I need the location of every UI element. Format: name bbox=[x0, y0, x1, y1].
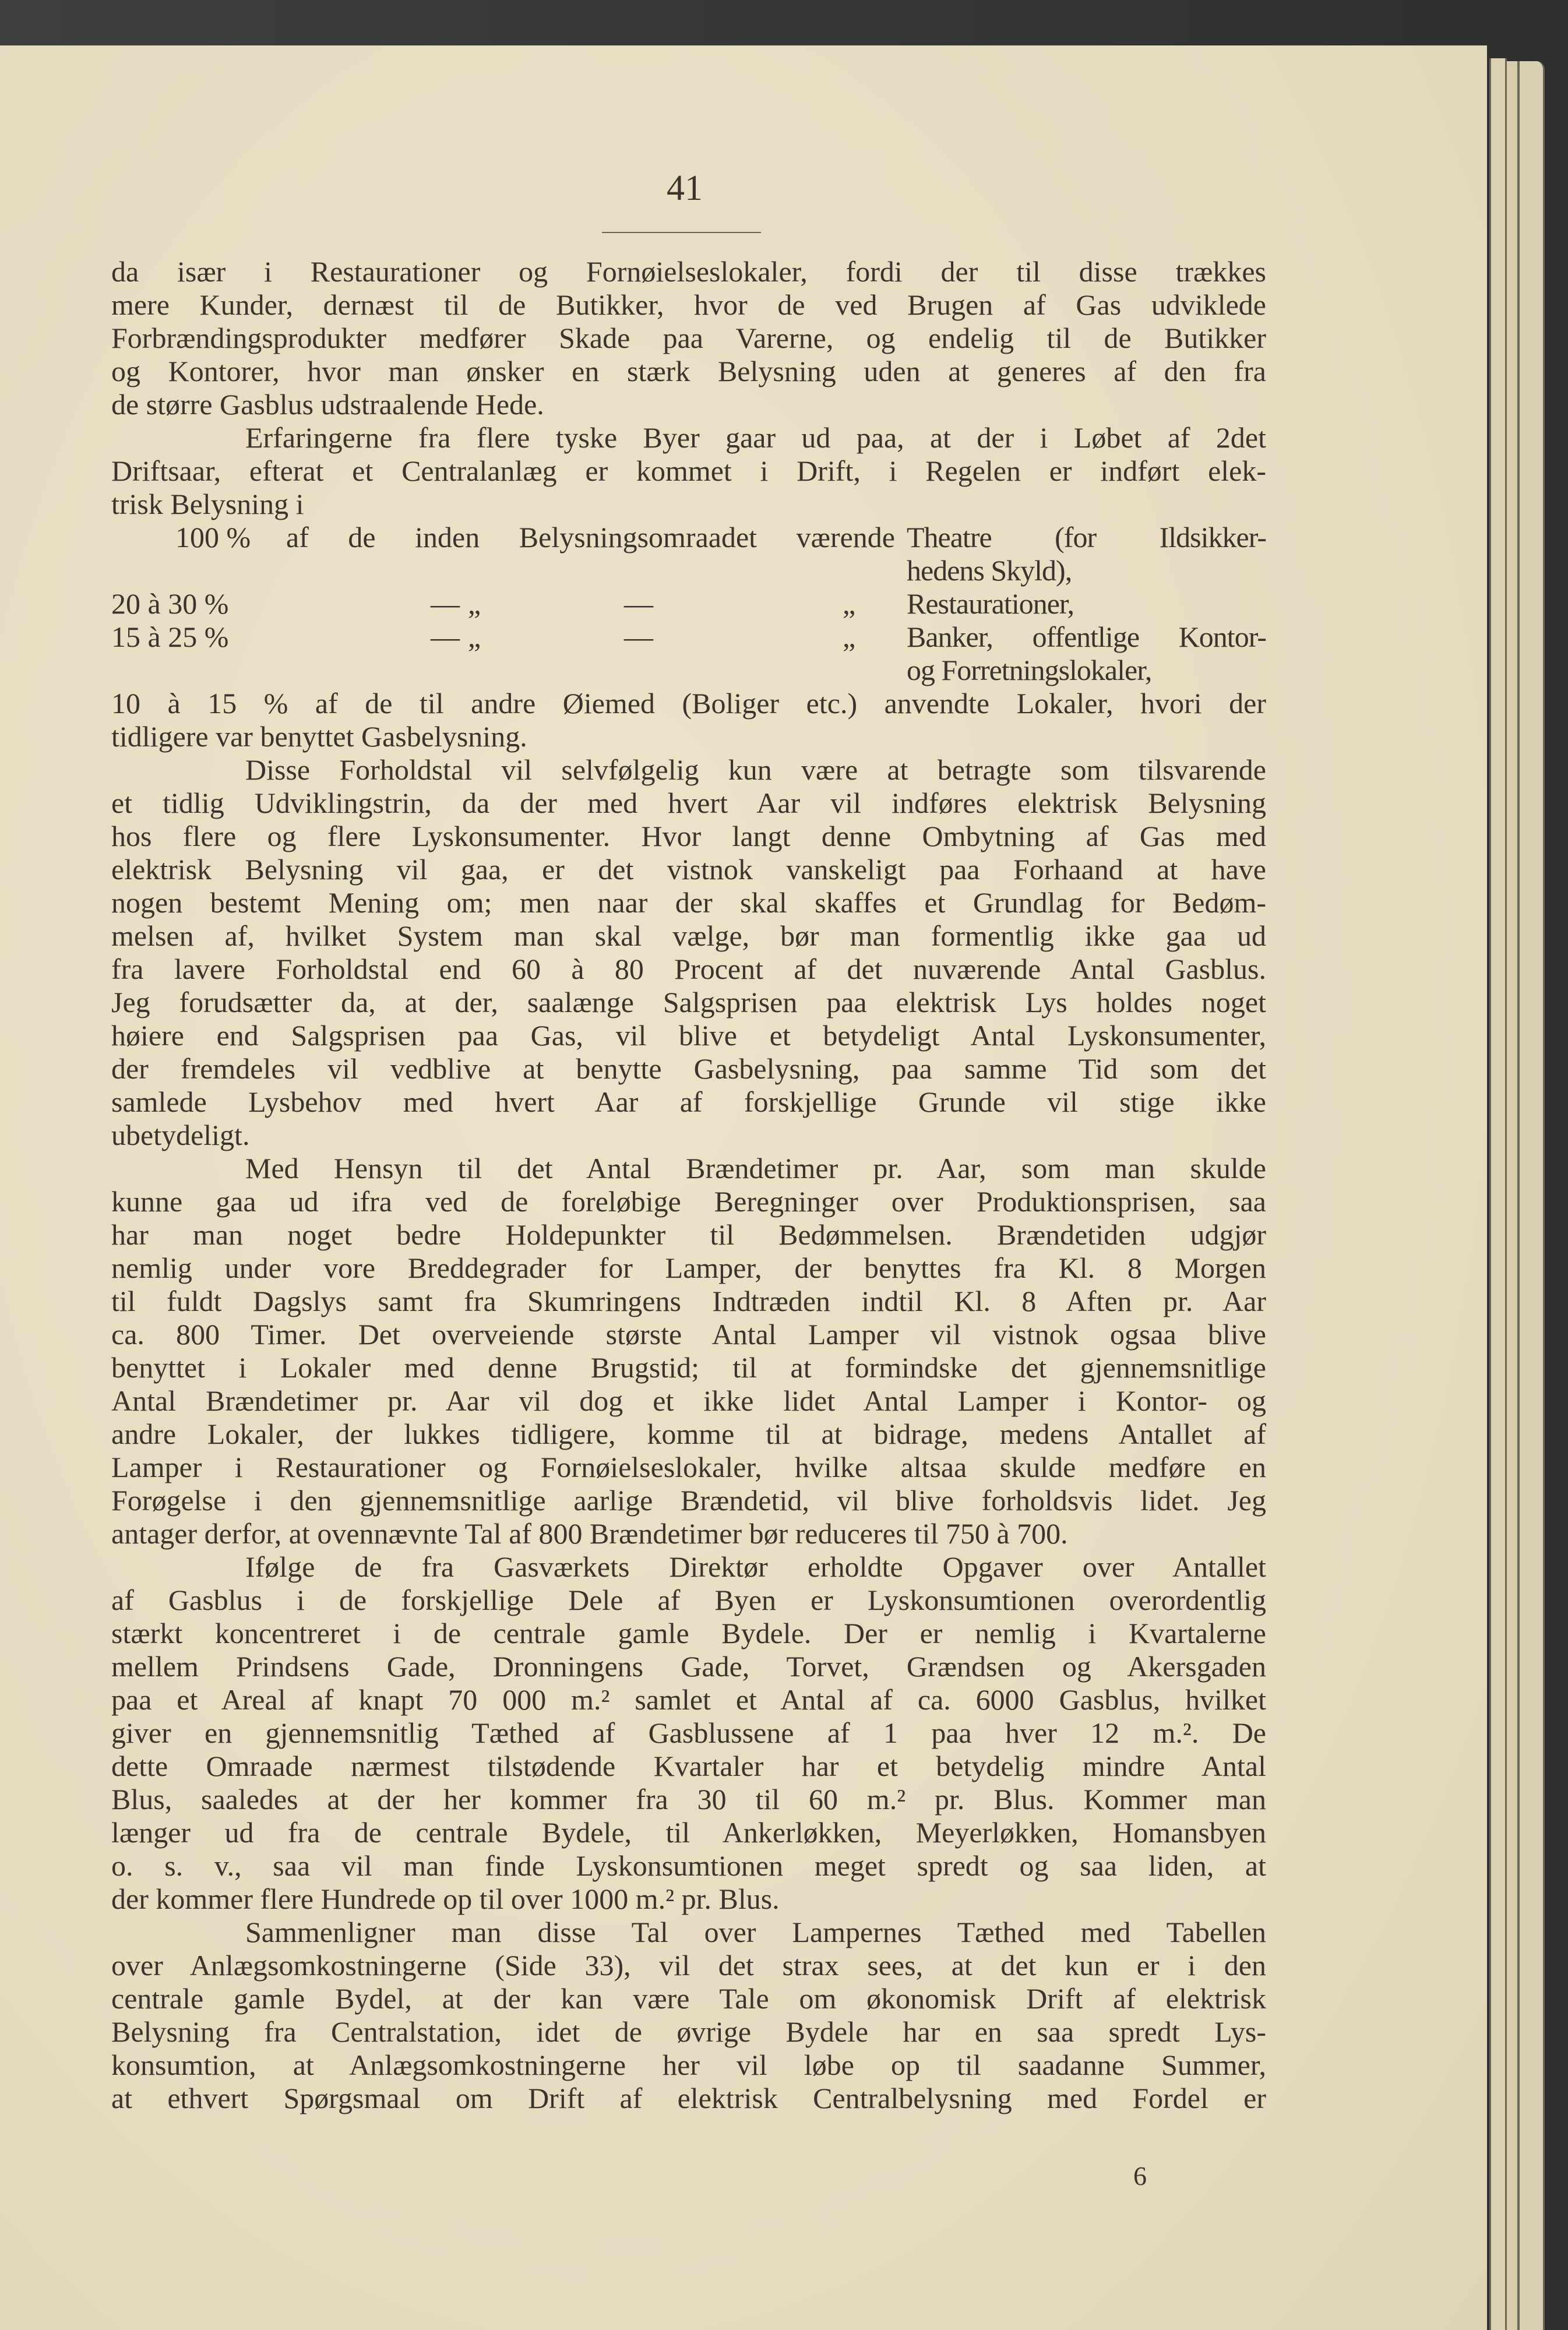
table-percent: 20 à 30 % bbox=[111, 587, 229, 620]
page-number: 41 bbox=[667, 168, 703, 208]
header-rule bbox=[602, 232, 761, 233]
ditto-dash: — bbox=[624, 587, 653, 620]
paragraphs-after-table bbox=[111, 687, 1266, 2115]
ditto-dash: — bbox=[624, 621, 653, 653]
text-line: konsumtion, at Anlægsomkostningerne her vil løbe op til saadanne Summer, bbox=[111, 2049, 1266, 2081]
text-line: Antal Brændetimer pr. Aar vil dog et ikke lidet Antal Lamper i Kontor- og bbox=[111, 1384, 1266, 1417]
text-line: dette Omraade nærmest tilstødende Kvartaler har et betydelig mindre Antal bbox=[111, 1750, 1266, 1782]
text-line: at ethvert Spørgsmaal om Drift af elektrisk Centralbelysning med Fordel er bbox=[111, 2082, 1266, 2114]
signature-mark: 6 bbox=[1133, 2161, 1147, 2191]
text-line: mellem Prindsens Gade, Dronningens Gade, Torvet, Grændsen og Akersgaden bbox=[111, 1650, 1266, 1683]
paragraph bbox=[111, 1152, 1266, 1550]
page-edge bbox=[1489, 58, 1507, 2330]
text-line: høiere end Salgsprisen paa Gas, vil blive et betydeligt Antal Lyskonsumenter, bbox=[111, 1019, 1266, 1052]
ditto-dash: — bbox=[431, 621, 460, 653]
text-line: andre Lokaler, der lukkes tidligere, komme til at bidrage, medens Antallet af bbox=[111, 1418, 1266, 1450]
text-line: ca. 800 Timer. Det overveiende største Antal Lamper vil vistnok ogsaa blive bbox=[111, 1318, 1266, 1351]
text-line: Belysning fra Centralstation, idet de øvrige Bydele har en saa spredt Lys- bbox=[111, 2015, 1266, 2048]
text-line: Sammenligner man disse Tal over Lampernes Tæthed med Tabellen bbox=[245, 1916, 1266, 1948]
text-line: giver en gjennemsnitlig Tæthed af Gasblussene af 1 paa hver 12 m.². De bbox=[111, 1716, 1266, 1749]
paragraph bbox=[111, 421, 1266, 521]
table-row-continuation bbox=[111, 654, 1266, 687]
text-line: centrale gamle Bydel, at der kan være Tale om økonomisk Drift af elektrisk bbox=[111, 1982, 1266, 2015]
paragraph bbox=[111, 255, 1266, 421]
page-edge bbox=[1518, 61, 1545, 2330]
percentage-table bbox=[111, 521, 1266, 687]
ditto-mark: „ bbox=[843, 621, 856, 653]
text-line: hos flere og flere Lyskonsumenter. Hvor langt denne Ombytning af Gas med bbox=[111, 820, 1266, 852]
text-line: et tidlig Udviklingstrin, da der med hvert Aar vil indføres elektrisk Belysning bbox=[111, 787, 1266, 819]
text-line: Forøgelse i den gjennemsnitlige aarlige Brændetid, vil blive forholdsvis lidet. Jeg bbox=[111, 1484, 1266, 1517]
ditto-mark: „ bbox=[843, 587, 856, 620]
text-line: da især i Restaurationer og Fornøielseslokaler, fordi der til disse trækkes bbox=[111, 255, 1266, 288]
text-line: Erfaringerne fra flere tyske Byer gaar ud paa, at der i Løbet af 2det bbox=[245, 421, 1266, 454]
table-row bbox=[111, 587, 1266, 621]
table-row bbox=[111, 521, 1266, 554]
text-line: til fuldt Dagslys samt fra Skumringens Indtræden indtil Kl. 8 Aften pr. Aar bbox=[111, 1285, 1266, 1317]
text-line: samlede Lysbehov med hvert Aar af forskjellige Grunde vil stige ikke bbox=[111, 1085, 1266, 1118]
text-line: ubetydeligt. bbox=[111, 1119, 250, 1151]
text-line: tidligere var benyttet Gasbelysning. bbox=[111, 720, 527, 753]
text-line: 10 à 15 % af de til andre Øiemed (Boliger etc.) anvendte Lokaler, hvori der bbox=[111, 687, 1266, 720]
text-line: elektrisk Belysning vil gaa, er det vistnok vanskeligt paa Forhaand at have bbox=[111, 853, 1266, 886]
text-line: der fremdeles vil vedblive at benytte Gasbelysning, paa samme Tid som det bbox=[111, 1052, 1266, 1085]
text-line: kunne gaa ud ifra ved de foreløbige Beregninger over Produktionsprisen, saa bbox=[111, 1185, 1266, 1218]
text-line: der kommer flere Hundrede op til over 1000 m.² pr. Blus. bbox=[111, 1883, 780, 1915]
text-line: nogen bestemt Mening om; men naar der skal skaffes et Grundlag for Bedøm- bbox=[111, 886, 1266, 919]
paragraphs-before-table bbox=[111, 255, 1266, 521]
text-line: Jeg forudsætter da, at der, saalænge Salgsprisen paa elektrisk Lys holdes noget bbox=[111, 986, 1266, 1018]
text-line: Blus, saaledes at der her kommer fra 30 til 60 m.² pr. Blus. Kommer man bbox=[111, 1783, 1266, 1816]
paragraph bbox=[111, 1550, 1266, 1916]
text-line: benyttet i Lokaler med denne Brugstid; til at formindske det gjennemsnitlige bbox=[111, 1351, 1266, 1384]
text-line: har man noget bedre Holdepunkter til Bedømmelsen. Brændetiden udgjør bbox=[111, 1218, 1266, 1251]
table-target-continuation: og Forretningslokaler, bbox=[907, 654, 1152, 686]
ditto-mark: „ bbox=[468, 587, 481, 620]
page-edge bbox=[1505, 61, 1519, 2330]
text-line: Forbrændingsprodukter medfører Skade paa Varerne, og endelig til de Butikker bbox=[111, 322, 1266, 354]
table-percent: 15 à 25 % bbox=[111, 621, 229, 653]
ditto-mark: „ bbox=[468, 621, 481, 653]
text-line: antager derfor, at ovennævnte Tal af 800 Brændetimer bør reduceres til 750 à 700. bbox=[111, 1517, 1068, 1550]
table-target-continuation: hedens Skyld), bbox=[907, 554, 1072, 587]
paragraph bbox=[111, 753, 1266, 1152]
text-line: Driftsaar, efterat et Centralanlæg er kommet i Drift, i Regelen er indført elek- bbox=[111, 454, 1266, 487]
text-line: af Gasblus i de forskjellige Dele af Byen er Lyskonsumtionen overordentlig bbox=[111, 1584, 1266, 1616]
ditto-dash: — bbox=[431, 587, 460, 620]
text-line: o. s. v., saa vil man finde Lyskonsumtionen meget spredt og saa liden, at bbox=[111, 1849, 1266, 1882]
paragraph bbox=[111, 687, 1266, 753]
text-line: Disse Forholdstal vil selvfølgelig kun være at betragte som tilsvarende bbox=[245, 753, 1266, 786]
table-target: Restaurationer, bbox=[907, 587, 1074, 620]
text-line: stærkt koncentreret i de centrale gamle Bydele. Der er nemlig i Kvartalerne bbox=[111, 1617, 1266, 1649]
text-line: længer ud fra de centrale Bydele, til Ankerløkken, Meyerløkken, Homansbyen bbox=[111, 1816, 1266, 1849]
text-line: de større Gasblus udstraalende Hede. bbox=[111, 388, 544, 421]
table-percent: 100 % bbox=[175, 521, 251, 554]
body-text bbox=[111, 255, 1266, 2115]
text-line: over Anlægsomkostningerne (Side 33), vil det strax sees, at det kun er i den bbox=[111, 1949, 1266, 1982]
text-line: trisk Belysning i bbox=[111, 488, 304, 520]
text-line: paa et Areal af knapt 70 000 m.² samlet et Antal af ca. 6000 Gasblus, hvilket bbox=[111, 1683, 1266, 1716]
text-line: og Kontorer, hvor man ønsker en stærk Belysning uden at generes af den fra bbox=[111, 355, 1266, 387]
text-line: Ifølge de fra Gasværkets Direktør erholdte Opgaver over Antallet bbox=[245, 1550, 1266, 1583]
text-line: fra lavere Forholdstal end 60 à 80 Procent af det nuværende Antal Gasblus. bbox=[111, 953, 1266, 985]
text-line: mere Kunder, dernæst til de Butikker, hvor de ved Brugen af Gas udviklede bbox=[111, 288, 1266, 321]
paragraph bbox=[111, 1916, 1266, 2115]
table-row bbox=[111, 621, 1266, 654]
table-target: Theatre (for Ildsikker- bbox=[907, 521, 1266, 554]
table-target: Banker, offentlige Kontor- bbox=[907, 621, 1266, 653]
table-description: af de inden Belysningsomraadet værende bbox=[286, 521, 895, 554]
text-line: nemlig under vore Breddegrader for Lamper, der benyttes fra Kl. 8 Morgen bbox=[111, 1252, 1266, 1284]
book-page bbox=[0, 45, 1487, 2330]
text-line: melsen af, hvilket System man skal vælge, bør man formentlig ikke gaa ud bbox=[111, 919, 1266, 952]
text-line: Med Hensyn til det Antal Brændetimer pr. Aar, som man skulde bbox=[245, 1152, 1266, 1185]
text-line: Lamper i Restaurationer og Fornøielseslokaler, hvilke altsaa skulde medføre en bbox=[111, 1451, 1266, 1483]
table-row-continuation bbox=[111, 554, 1266, 587]
